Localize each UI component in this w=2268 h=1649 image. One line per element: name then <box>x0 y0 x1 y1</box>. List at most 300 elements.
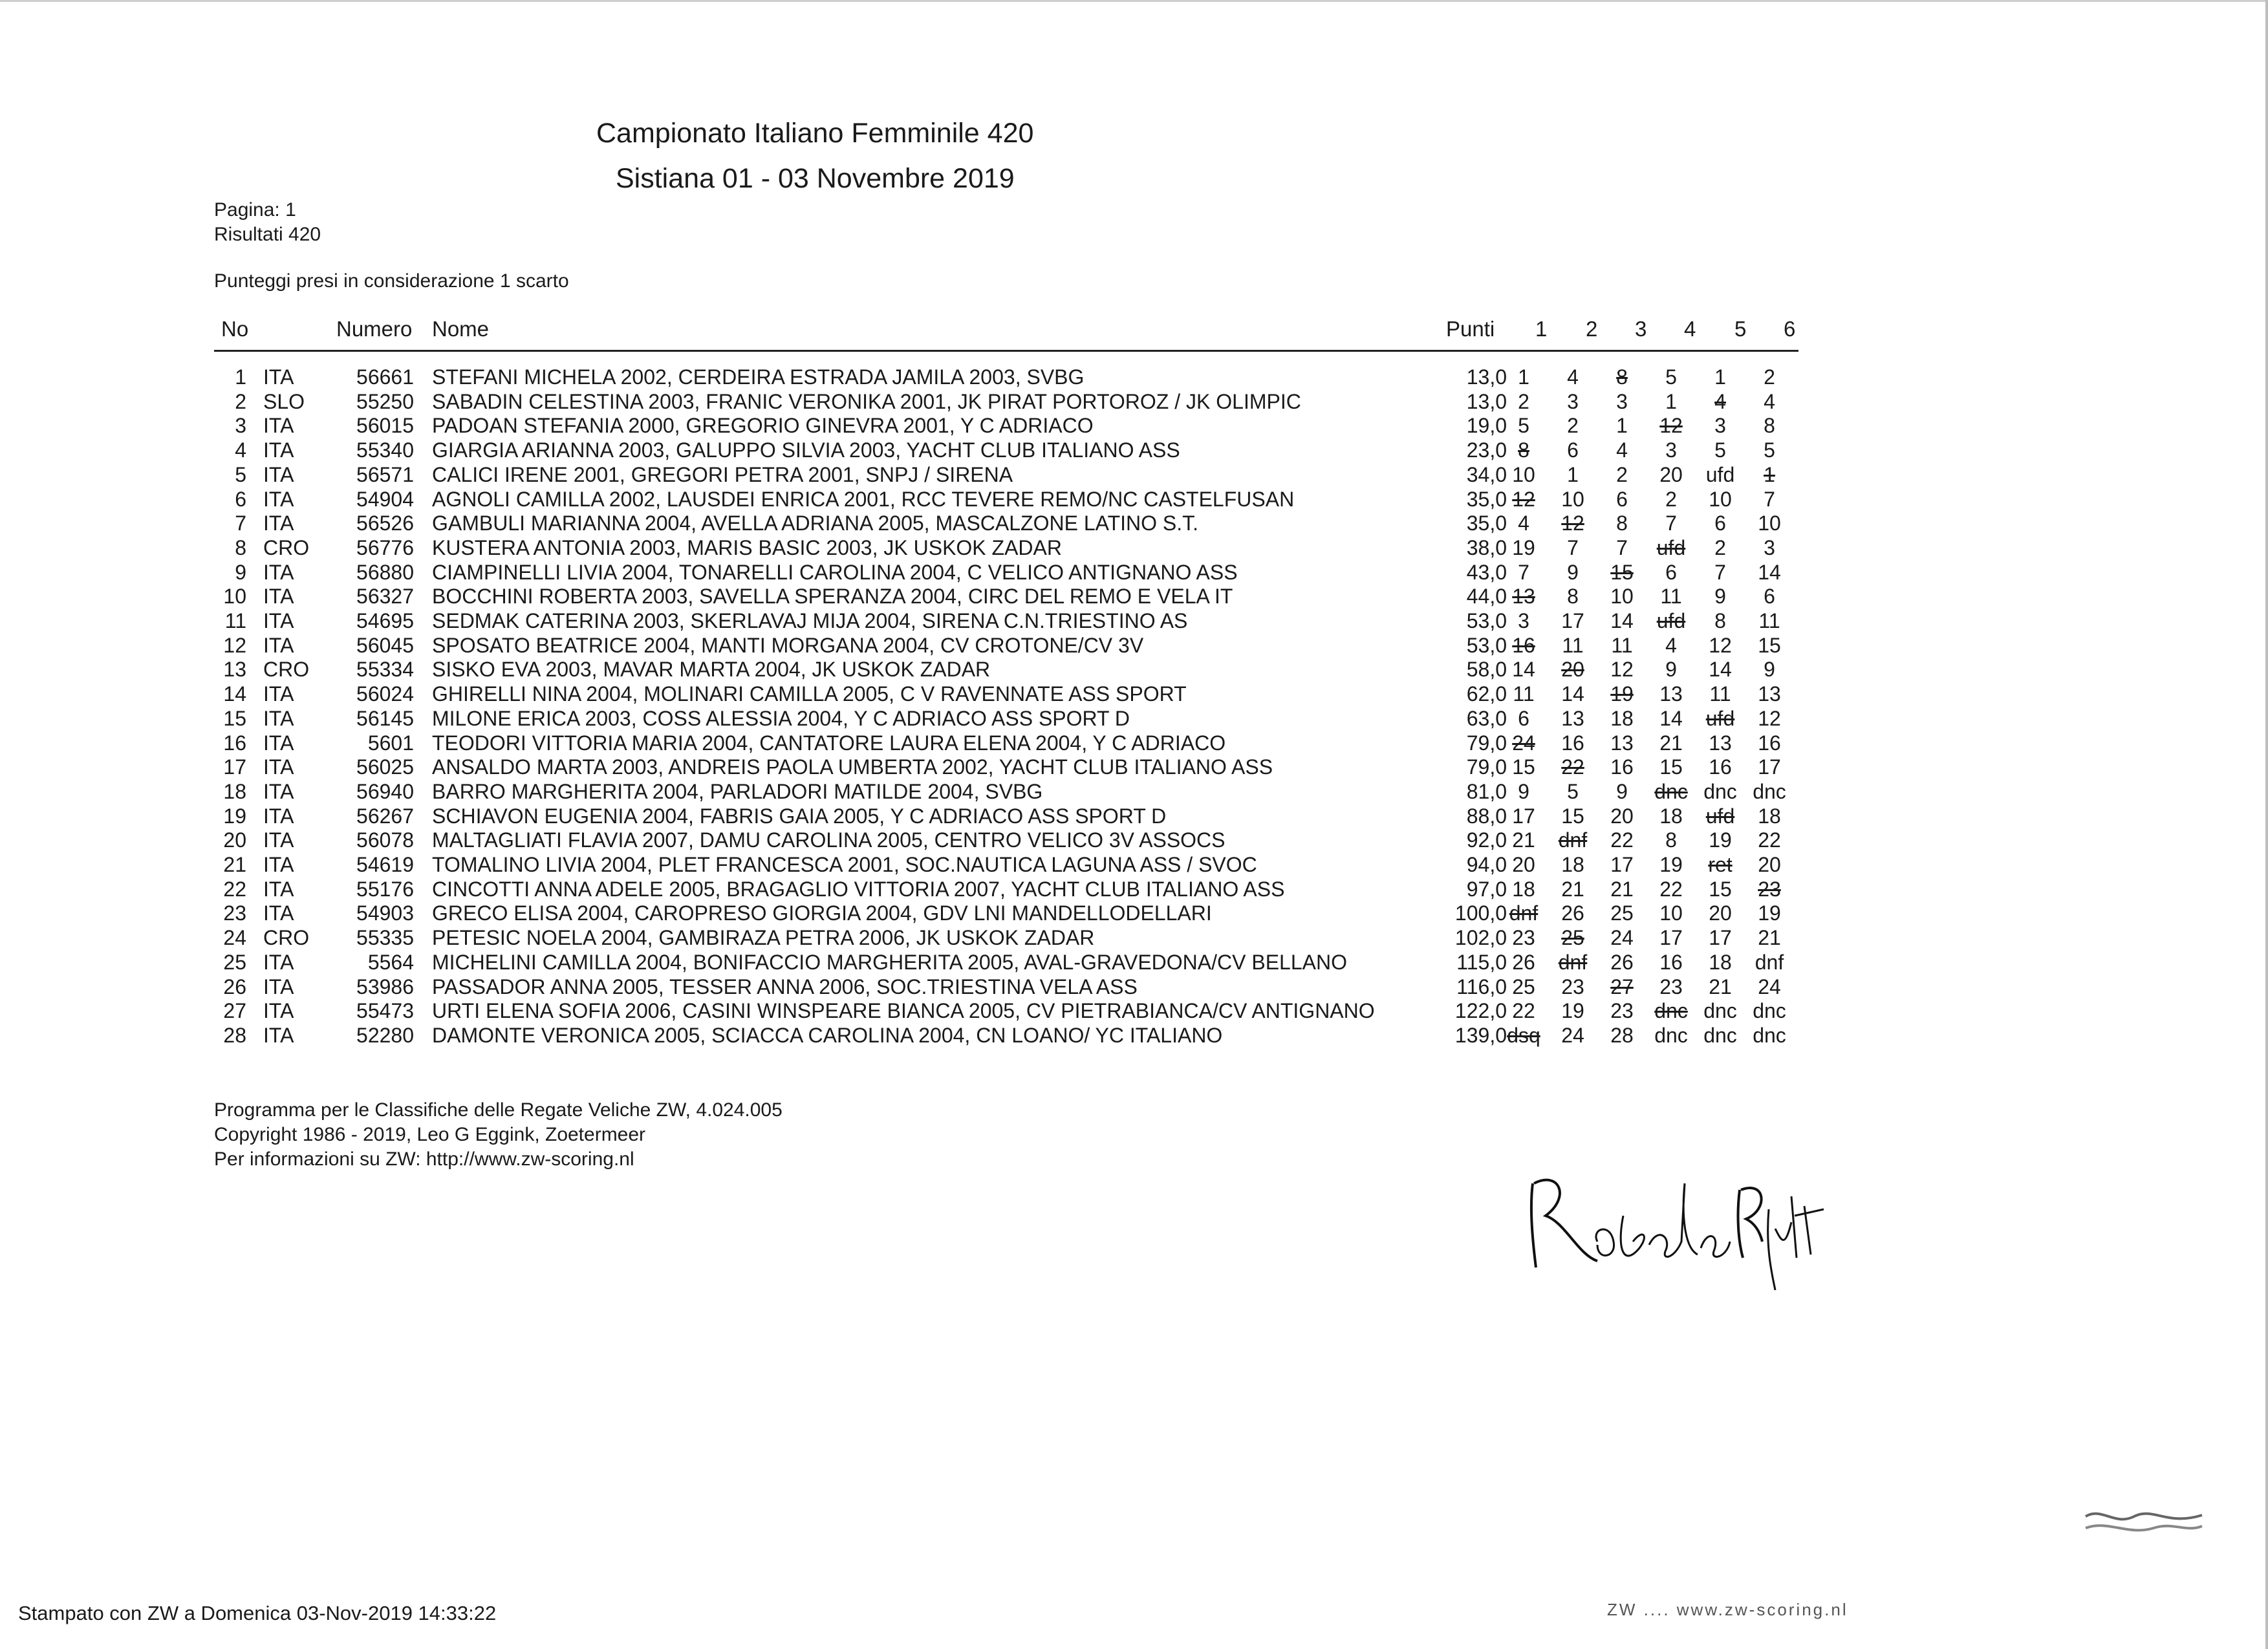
cell-rank: 8 <box>235 535 246 559</box>
cell-race-2: 11 <box>1562 633 1584 657</box>
cell-race-2: 23 <box>1561 975 1584 998</box>
cell-race-4: 4 <box>1665 633 1677 657</box>
cell-race-1: 8 <box>1518 438 1529 462</box>
cell-race-4: 7 <box>1665 512 1677 535</box>
cell-race-6: 12 <box>1758 706 1781 730</box>
cell-race-4: 14 <box>1659 706 1683 730</box>
cell-sail-number: 56661 <box>356 365 414 389</box>
cell-country: ITA <box>263 877 294 901</box>
footer-info: Per informazioni su ZW: http://www.zw-scoring.nl <box>214 1148 634 1170</box>
cell-race-4: 17 <box>1659 926 1683 950</box>
cell-sail-number: 56327 <box>356 585 414 609</box>
cell-sail-number: 56571 <box>356 462 414 486</box>
cell-race-1: 20 <box>1512 853 1535 876</box>
cell-country: CRO <box>263 926 310 950</box>
cell-race-4: 10 <box>1659 901 1683 925</box>
table-row <box>0 901 2268 925</box>
cell-race-1: 22 <box>1512 999 1535 1023</box>
cell-rank: 19 <box>223 804 246 828</box>
table-row <box>0 390 2268 414</box>
col-header-punti: Punti <box>1446 317 1495 341</box>
footer-program: Programma per le Classifiche delle Regate Veliche ZW, 4.024.005 <box>214 1099 783 1121</box>
cell-race-6: 15 <box>1758 633 1781 657</box>
cell-sail-number: 56045 <box>356 633 414 657</box>
cell-rank: 27 <box>223 999 246 1023</box>
cell-country: CRO <box>263 658 310 682</box>
cell-race-1: 3 <box>1518 609 1529 632</box>
cell-race-6: 17 <box>1758 755 1781 779</box>
cell-race-3: 6 <box>1616 487 1628 511</box>
cell-race-2: 19 <box>1561 999 1584 1023</box>
cell-rank: 21 <box>223 853 246 876</box>
col-header-numero: Numero <box>336 317 413 341</box>
cell-race-1: 9 <box>1518 779 1529 803</box>
cell-country: ITA <box>263 512 294 535</box>
cell-points: 115,0 <box>1456 950 1507 974</box>
cell-race-5: 5 <box>1714 438 1726 462</box>
page-number: Pagina: 1 <box>214 199 296 221</box>
cell-rank: 26 <box>223 975 246 998</box>
col-header-race-2: 2 <box>1586 317 1598 341</box>
table-row <box>0 463 2268 487</box>
cell-race-2: 22 <box>1561 755 1584 779</box>
cell-race-6: 18 <box>1758 804 1781 828</box>
cell-race-5: 13 <box>1709 731 1732 755</box>
cell-race-2: 3 <box>1567 389 1579 413</box>
cell-country: ITA <box>263 853 294 876</box>
header-rule <box>214 350 1798 352</box>
cell-country: ITA <box>263 755 294 779</box>
cell-race-4: 20 <box>1659 462 1683 486</box>
cell-crew-name: MALTAGLIATI FLAVIA 2007, DAMU CAROLINA 2005, CENTRO VELICO 3V ASSOCS <box>432 828 1226 852</box>
cell-crew-name: GRECO ELISA 2004, CAROPRESO GIORGIA 2004, GDV LNI MANDELLODELLARI <box>432 901 1212 925</box>
cell-race-4: 15 <box>1659 755 1683 779</box>
cell-rank: 11 <box>224 609 246 632</box>
cell-country: ITA <box>263 462 294 486</box>
cell-race-6: 10 <box>1758 512 1781 535</box>
cell-race-4: 21 <box>1659 731 1683 755</box>
cell-race-2: 17 <box>1561 609 1584 632</box>
cell-rank: 3 <box>235 414 246 438</box>
cell-race-1: 11 <box>1513 682 1535 706</box>
cell-race-1: 16 <box>1512 633 1535 657</box>
table-row <box>0 878 2268 901</box>
cell-race-3: 16 <box>1610 755 1634 779</box>
cell-race-3: 27 <box>1610 975 1634 998</box>
cell-rank: 1 <box>235 365 246 389</box>
cell-rank: 4 <box>235 438 246 462</box>
cell-race-6: 7 <box>1764 487 1775 511</box>
cell-race-3: 25 <box>1610 901 1634 925</box>
cell-race-2: dnf <box>1558 828 1588 852</box>
cell-race-6: 13 <box>1758 682 1781 706</box>
cell-sail-number: 55334 <box>356 658 414 682</box>
cell-country: ITA <box>263 438 294 462</box>
cell-race-1: 1 <box>1518 365 1529 389</box>
cell-rank: 9 <box>235 560 246 584</box>
cell-race-4: 12 <box>1659 414 1683 438</box>
cell-race-4: 18 <box>1659 804 1683 828</box>
cell-sail-number: 56145 <box>356 706 414 730</box>
cell-crew-name: PETESIC NOELA 2004, GAMBIRAZA PETRA 2006, JK USKOK ZADAR <box>432 926 1095 950</box>
cell-points: 38,0 <box>1466 535 1507 559</box>
cell-race-1: 4 <box>1518 512 1529 535</box>
cell-points: 97,0 <box>1466 877 1507 901</box>
cell-points: 62,0 <box>1466 682 1507 706</box>
cell-race-5: dnc <box>1703 999 1737 1023</box>
cell-race-5: dnc <box>1703 1023 1737 1047</box>
cell-crew-name: ANSALDO MARTA 2003, ANDREIS PAOLA UMBERTA 2002, YACHT CLUB ITALIANO ASS <box>432 755 1273 779</box>
table-row <box>0 536 2268 560</box>
cell-race-6: 4 <box>1764 389 1775 413</box>
table-row <box>0 951 2268 975</box>
cell-race-6: 1 <box>1764 462 1775 486</box>
cell-points: 79,0 <box>1466 755 1507 779</box>
cell-points: 58,0 <box>1466 658 1507 682</box>
cell-race-5: 18 <box>1709 950 1732 974</box>
cell-points: 35,0 <box>1466 512 1507 535</box>
cell-crew-name: BOCCHINI ROBERTA 2003, SAVELLA SPERANZA 2004, CIRC DEL REMO E VELA IT <box>432 585 1233 609</box>
cell-race-3: 10 <box>1610 585 1634 609</box>
cell-race-6: 21 <box>1758 926 1781 950</box>
cell-race-5: ufd <box>1705 706 1735 730</box>
cell-race-3: 8 <box>1616 365 1628 389</box>
cell-race-5: 19 <box>1709 828 1732 852</box>
cell-points: 43,0 <box>1466 560 1507 584</box>
cell-rank: 10 <box>223 585 246 609</box>
cell-race-3: 23 <box>1610 999 1634 1023</box>
cell-sail-number: 54619 <box>356 853 414 876</box>
cell-crew-name: GHIRELLI NINA 2004, MOLINARI CAMILLA 2005, C V RAVENNATE ASS SPORT <box>432 682 1187 706</box>
cell-race-3: 17 <box>1610 853 1634 876</box>
cell-sail-number: 56025 <box>356 755 414 779</box>
cell-rank: 17 <box>223 755 246 779</box>
cell-points: 19,0 <box>1466 414 1507 438</box>
cell-rank: 7 <box>235 512 246 535</box>
cell-country: ITA <box>263 828 294 852</box>
table-row <box>0 755 2268 779</box>
cell-race-4: 19 <box>1659 853 1683 876</box>
cell-country: ITA <box>263 365 294 389</box>
cell-race-3: 2 <box>1616 462 1628 486</box>
table-row <box>0 853 2268 877</box>
cell-crew-name: AGNOLI CAMILLA 2002, LAUSDEI ENRICA 2001, RCC TEVERE REMO/NC CASTELFUSAN <box>432 487 1295 511</box>
table-row <box>0 780 2268 804</box>
col-header-race-3: 3 <box>1635 317 1647 341</box>
cell-crew-name: MICHELINI CAMILLA 2004, BONIFACCIO MARGHERITA 2005, AVAL-GRAVEDONA/CV BELLANO <box>432 950 1347 974</box>
cell-country: ITA <box>263 999 294 1023</box>
cell-race-4: 9 <box>1665 658 1677 682</box>
cell-race-5: 21 <box>1709 975 1732 998</box>
cell-race-2: 6 <box>1567 438 1579 462</box>
cell-country: ITA <box>263 706 294 730</box>
cell-race-6: 16 <box>1758 731 1781 755</box>
cell-race-1: 25 <box>1512 975 1535 998</box>
printed-timestamp: Stampato con ZW a Domenica 03-Nov-2019 14:33:22 <box>18 1602 497 1624</box>
cell-race-4: 6 <box>1665 560 1677 584</box>
cell-country: ITA <box>263 633 294 657</box>
cell-rank: 24 <box>223 926 246 950</box>
cell-country: ITA <box>263 975 294 998</box>
cell-race-5: 11 <box>1709 682 1731 706</box>
cell-race-2: 26 <box>1561 901 1584 925</box>
cell-race-1: 17 <box>1512 804 1535 828</box>
cell-rank: 13 <box>223 658 246 682</box>
cell-race-4: 3 <box>1665 438 1677 462</box>
cell-sail-number: 53986 <box>356 975 414 998</box>
col-header-race-1: 1 <box>1535 317 1548 341</box>
cell-race-5: 8 <box>1714 609 1726 632</box>
cell-race-5: 17 <box>1709 926 1732 950</box>
cell-sail-number: 56880 <box>356 560 414 584</box>
cell-sail-number: 56776 <box>356 535 414 559</box>
bottom-right-text: ZW .... www.zw-scoring.nl <box>1607 1600 1848 1619</box>
cell-country: ITA <box>263 609 294 632</box>
cell-race-6: 23 <box>1758 877 1781 901</box>
table-row <box>0 828 2268 852</box>
cell-crew-name: SCHIAVON EUGENIA 2004, FABRIS GAIA 2005, Y C ADRIACO ASS SPORT D <box>432 804 1167 828</box>
cell-race-1: 21 <box>1512 828 1535 852</box>
table-row <box>0 658 2268 682</box>
cell-crew-name: TEODORI VITTORIA MARIA 2004, CANTATORE LAURA ELENA 2004, Y C ADRIACO <box>432 731 1226 755</box>
cell-crew-name: SPOSATO BEATRICE 2004, MANTI MORGANA 2004, CV CROTONE/CV 3V <box>432 633 1144 657</box>
cell-race-1: 15 <box>1512 755 1535 779</box>
cell-crew-name: CINCOTTI ANNA ADELE 2005, BRAGAGLIO VITTORIA 2007, YACHT CLUB ITALIANO ASS <box>432 877 1285 901</box>
cell-crew-name: GAMBULI MARIANNA 2004, AVELLA ADRIANA 2005, MASCALZONE LATINO S.T. <box>432 512 1199 535</box>
cell-sail-number: 52280 <box>356 1023 414 1047</box>
cell-race-3: 12 <box>1610 658 1634 682</box>
cell-race-1: 13 <box>1512 585 1535 609</box>
cell-race-5: 10 <box>1709 487 1732 511</box>
cell-race-6: dnf <box>1755 950 1784 974</box>
cell-race-3: 1 <box>1616 414 1628 438</box>
discard-note: Punteggi presi in considerazione 1 scarto <box>214 270 569 292</box>
cell-crew-name: DAMONTE VERONICA 2005, SCIACCA CAROLINA 2004, CN LOANO/ YC ITALIANO <box>432 1023 1223 1047</box>
cell-race-5: 1 <box>1714 365 1726 389</box>
cell-rank: 23 <box>223 901 246 925</box>
cell-rank: 12 <box>223 633 246 657</box>
cell-sail-number: 55473 <box>356 999 414 1023</box>
cell-race-3: 9 <box>1616 779 1628 803</box>
cell-race-6: 20 <box>1758 853 1781 876</box>
cell-race-6: 24 <box>1758 975 1781 998</box>
table-row <box>0 634 2268 658</box>
cell-race-6: 6 <box>1764 585 1775 609</box>
cell-race-4: ufd <box>1656 609 1686 632</box>
cell-crew-name: STEFANI MICHELA 2002, CERDEIRA ESTRADA JAMILA 2003, SVBG <box>432 365 1085 389</box>
cell-points: 92,0 <box>1466 828 1507 852</box>
cell-points: 34,0 <box>1466 462 1507 486</box>
cell-crew-name: GIARGIA ARIANNA 2003, GALUPPO SILVIA 2003, YACHT CLUB ITALIANO ASS <box>432 438 1180 462</box>
cell-country: ITA <box>263 1023 294 1047</box>
col-header-race-4: 4 <box>1684 317 1696 341</box>
cell-race-4: 22 <box>1659 877 1683 901</box>
cell-crew-name: CIAMPINELLI LIVIA 2004, TONARELLI CAROLINA 2004, C VELICO ANTIGNANO ASS <box>432 560 1238 584</box>
cell-race-3: 18 <box>1610 706 1634 730</box>
cell-race-2: 15 <box>1561 804 1584 828</box>
cell-points: 81,0 <box>1466 779 1507 803</box>
cell-race-2: 8 <box>1567 585 1579 609</box>
cell-race-6: 3 <box>1764 535 1775 559</box>
cell-race-1: 12 <box>1512 487 1535 511</box>
cell-sail-number: 54695 <box>356 609 414 632</box>
cell-points: 53,0 <box>1466 633 1507 657</box>
cell-rank: 14 <box>223 682 246 706</box>
cell-race-5: 4 <box>1714 389 1726 413</box>
cell-race-1: 19 <box>1512 535 1535 559</box>
cell-points: 88,0 <box>1466 804 1507 828</box>
cell-race-1: 7 <box>1518 560 1529 584</box>
cell-rank: 20 <box>223 828 246 852</box>
cell-race-5: 20 <box>1709 901 1732 925</box>
cell-rank: 16 <box>223 731 246 755</box>
cell-points: 94,0 <box>1466 853 1507 876</box>
cell-race-4: dnc <box>1654 779 1688 803</box>
cell-race-6: 19 <box>1758 901 1781 925</box>
cell-race-4: 8 <box>1665 828 1677 852</box>
cell-race-5: 9 <box>1714 585 1726 609</box>
cell-race-2: 13 <box>1561 706 1584 730</box>
table-row <box>0 488 2268 512</box>
cell-race-2: 5 <box>1567 779 1579 803</box>
cell-race-3: 19 <box>1610 682 1634 706</box>
cell-race-6: 14 <box>1758 560 1781 584</box>
cell-race-5: 12 <box>1709 633 1732 657</box>
cell-points: 102,0 <box>1454 926 1507 950</box>
cell-race-5: ufd <box>1705 804 1735 828</box>
cell-points: 116,0 <box>1456 975 1507 998</box>
cell-race-2: 14 <box>1561 682 1584 706</box>
cell-sail-number: 56024 <box>356 682 414 706</box>
cell-country: ITA <box>263 950 294 974</box>
cell-race-3: 8 <box>1616 512 1628 535</box>
cell-race-4: 11 <box>1660 585 1682 609</box>
cell-sail-number: 55335 <box>356 926 414 950</box>
table-row <box>0 804 2268 828</box>
cell-rank: 2 <box>235 389 246 413</box>
results-label: Risultati 420 <box>214 224 321 245</box>
cell-country: ITA <box>263 779 294 803</box>
cell-race-6: dnc <box>1753 1023 1786 1047</box>
cell-race-3: 11 <box>1611 633 1633 657</box>
cell-points: 122,0 <box>1454 999 1507 1023</box>
table-row <box>0 926 2268 950</box>
cell-race-2: 4 <box>1567 365 1579 389</box>
cell-race-5: 2 <box>1714 535 1726 559</box>
cell-crew-name: PASSADOR ANNA 2005, TESSER ANNA 2006, SOC.TRIESTINA VELA ASS <box>432 975 1138 998</box>
cell-sail-number: 56015 <box>356 414 414 438</box>
table-row <box>0 707 2268 731</box>
cell-race-1: dsq <box>1507 1023 1540 1047</box>
cell-race-3: 22 <box>1610 828 1634 852</box>
cell-race-3: 26 <box>1610 950 1634 974</box>
cell-rank: 5 <box>235 462 246 486</box>
cell-points: 139,0 <box>1454 1023 1507 1047</box>
cell-crew-name: CALICI IRENE 2001, GREGORI PETRA 2001, SNPJ / SIRENA <box>432 462 1013 486</box>
cell-crew-name: PADOAN STEFANIA 2000, GREGORIO GINEVRA 2001, Y C ADRIACO <box>432 414 1094 438</box>
cell-race-2: 18 <box>1561 853 1584 876</box>
table-row <box>0 438 2268 462</box>
cell-race-3: 15 <box>1610 560 1634 584</box>
cell-race-5: 6 <box>1714 512 1726 535</box>
cell-race-1: dnf <box>1509 901 1539 925</box>
cell-race-3: 24 <box>1610 926 1634 950</box>
cell-race-4: 2 <box>1665 487 1677 511</box>
cell-crew-name: TOMALINO LIVIA 2004, PLET FRANCESCA 2001, SOC.NAUTICA LAGUNA ASS / SVOC <box>432 853 1257 876</box>
cell-sail-number: 5601 <box>367 731 414 755</box>
cell-race-2: 12 <box>1561 512 1584 535</box>
cell-race-4: 5 <box>1665 365 1677 389</box>
cell-race-1: 5 <box>1518 414 1529 438</box>
cell-rank: 18 <box>223 779 246 803</box>
table-row <box>0 731 2268 755</box>
cell-crew-name: SEDMAK CATERINA 2003, SKERLAVAJ MIJA 2004, SIRENA C.N.TRIESTINO AS <box>432 609 1188 632</box>
cell-country: SLO <box>263 389 305 413</box>
cell-race-5: 16 <box>1709 755 1732 779</box>
cell-race-1: 10 <box>1512 462 1535 486</box>
cell-race-2: 25 <box>1561 926 1584 950</box>
page-title: Campionato Italiano Femminile 420 <box>596 118 1034 149</box>
cell-race-1: 2 <box>1518 389 1529 413</box>
cell-race-3: 20 <box>1610 804 1634 828</box>
cell-race-4: 23 <box>1659 975 1683 998</box>
table-row <box>0 1024 2268 1048</box>
cell-points: 23,0 <box>1466 438 1507 462</box>
table-row <box>0 414 2268 438</box>
cell-crew-name: BARRO MARGHERITA 2004, PARLADORI MATILDE 2004, SVBG <box>432 779 1043 803</box>
cell-race-2: 16 <box>1561 731 1584 755</box>
scan-top-edge <box>0 0 2268 2</box>
table-row <box>0 512 2268 535</box>
col-header-race-5: 5 <box>1734 317 1747 341</box>
cell-race-5: ret <box>1708 853 1733 876</box>
cell-race-2: 1 <box>1567 462 1579 486</box>
table-row <box>0 999 2268 1023</box>
cell-sail-number: 56078 <box>356 828 414 852</box>
cell-race-2: 20 <box>1561 658 1584 682</box>
cell-race-3: 14 <box>1610 609 1634 632</box>
cell-race-1: 14 <box>1512 658 1535 682</box>
cell-points: 35,0 <box>1466 487 1507 511</box>
cell-race-1: 26 <box>1512 950 1535 974</box>
cell-race-5: dnc <box>1703 779 1737 803</box>
cell-sail-number: 56526 <box>356 512 414 535</box>
cell-race-2: 24 <box>1561 1023 1584 1047</box>
col-header-nome: Nome <box>432 317 490 341</box>
table-row <box>0 585 2268 609</box>
col-header-race-6: 6 <box>1784 317 1796 341</box>
cell-race-4: 13 <box>1659 682 1683 706</box>
cell-sail-number: 5564 <box>367 950 414 974</box>
cell-race-6: 9 <box>1764 658 1775 682</box>
cell-race-5: ufd <box>1705 462 1735 486</box>
cell-points: 79,0 <box>1466 731 1507 755</box>
col-header-no: No <box>221 317 249 341</box>
table-row <box>0 609 2268 633</box>
cell-country: ITA <box>263 804 294 828</box>
cell-race-4: dnc <box>1654 1023 1688 1047</box>
cell-race-4: 1 <box>1665 389 1677 413</box>
cell-race-4: ufd <box>1656 535 1686 559</box>
cell-sail-number: 55176 <box>356 877 414 901</box>
cell-race-6: 5 <box>1764 438 1775 462</box>
cell-race-2: dnf <box>1558 950 1588 974</box>
cell-crew-name: SABADIN CELESTINA 2003, FRANIC VERONIKA 2001, JK PIRAT PORTOROZ / JK OLIMPIC <box>432 389 1301 413</box>
cell-country: ITA <box>263 414 294 438</box>
cell-points: 13,0 <box>1466 365 1507 389</box>
cell-sail-number: 56267 <box>356 804 414 828</box>
cell-country: ITA <box>263 487 294 511</box>
